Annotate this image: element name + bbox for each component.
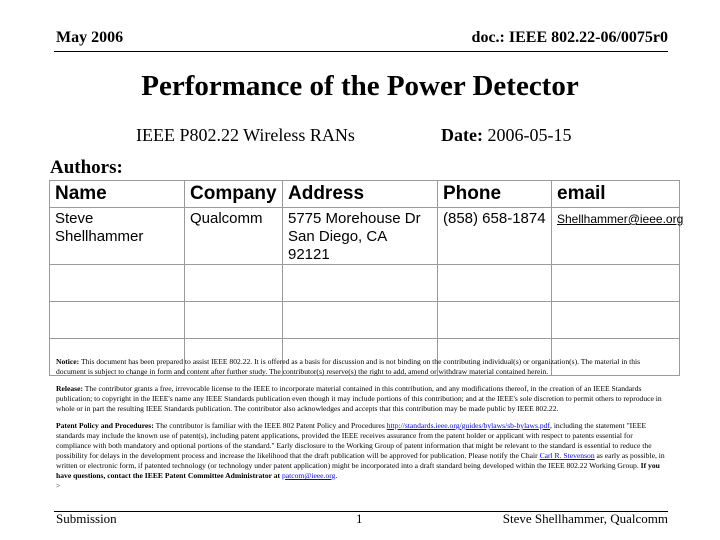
author-phone: (858) 658-1874 xyxy=(438,208,552,265)
column-header-name: Name xyxy=(50,181,185,208)
column-header-company: Company xyxy=(185,181,283,208)
column-header-email: email xyxy=(552,181,680,208)
authors-heading: Authors: xyxy=(50,157,123,178)
patent-policy-link[interactable]: http://standards.ieee.org/guides/bylaws/sb-bylaws.pdf xyxy=(386,421,551,430)
authors-table xyxy=(49,180,684,376)
date-label: Date: xyxy=(441,125,483,145)
patcom-email-link[interactable]: patcom@ieee.org xyxy=(281,471,336,480)
table-row xyxy=(50,302,680,339)
notice-paragraph: Notice: This document has been prepared to assist IEEE 802.22. It is offered as a basis for discussion and is not binding on the contributing individual(s) or organization(s). The material in this document is subject to change in form and content after further study. The contributor(s) reserve(s) the right to add, amend or withdraw material contained herein. xyxy=(56,357,641,376)
page-title: Performance of the Power Detector xyxy=(141,70,579,102)
table-row xyxy=(50,208,680,265)
chair-link[interactable]: Carl R. Stevenson xyxy=(539,451,595,460)
header-doc-id: doc.: IEEE 802.22-06/0075r0 xyxy=(471,29,668,46)
footer-author: Steve Shellhammer, Qualcomm xyxy=(502,511,668,526)
author-email-link[interactable]: Shellhammer@ieee.org xyxy=(552,208,680,265)
author-address: 5775 Morehouse Dr San Diego, CA 92121 xyxy=(283,208,438,265)
date-value: 2006-05-15 xyxy=(487,125,572,145)
patent-paragraph: Patent Policy and Procedures: The contributor is familiar with the IEEE 802 Patent Policy and Procedures http://standards.ieee.org/guides/bylaws/sb-bylaws.pdf, including the statement "IEEE standards may include the known use of patent(s), including patent applications, provided the IEEE receives assurance from the patent holder or applicant with respect to patents essential for compliance with both mandatory and optional portions of the standard." Early disclosure to the Working Group of patent information that might be relevant to the standard is essential to reduce the possibility for delays in the development process and increase the likelihood that the draft publication will be approved for publication. Please notify the Chair Carl R. Stevenson as early as possible, in written or electronic form, if patented technology (or technology under patent application) might be incorporated into a draft standard being developed within the IEEE 802.22 Working Group. If you have questions, contact the IEEE Patent Committee Administrator at patcom@ieee.org. > xyxy=(56,421,665,490)
header-divider xyxy=(54,51,668,52)
table-row xyxy=(50,265,680,302)
page-number: 1 xyxy=(356,511,363,526)
table-header-row xyxy=(50,181,680,208)
header-date: May 2006 xyxy=(56,29,124,46)
legal-notes xyxy=(56,357,666,498)
footer-submission: Submission xyxy=(56,511,117,526)
column-header-address: Address xyxy=(283,181,438,208)
author-name: Steve Shellhammer xyxy=(50,208,185,265)
column-header-phone: Phone xyxy=(438,181,552,208)
working-group: IEEE P802.22 Wireless RANs xyxy=(136,125,355,145)
document-date xyxy=(441,125,571,146)
author-company: Qualcomm xyxy=(185,208,283,265)
release-paragraph: Release: The contributor grants a free, irrevocable license to the IEEE to incorporate material contained in this contribution, and any modifications thereof, in the creation of an IEEE Standards publication; to copyright in the IEEE's name any IEEE Standards publication even though it may include portions of this contribution; and at the IEEE's sole discretion to permit others to reproduce in whole or in part the resulting IEEE Standards publication. The contributor also acknowledges and accepts that this contribution may be made public by IEEE 802.22. xyxy=(56,384,662,413)
